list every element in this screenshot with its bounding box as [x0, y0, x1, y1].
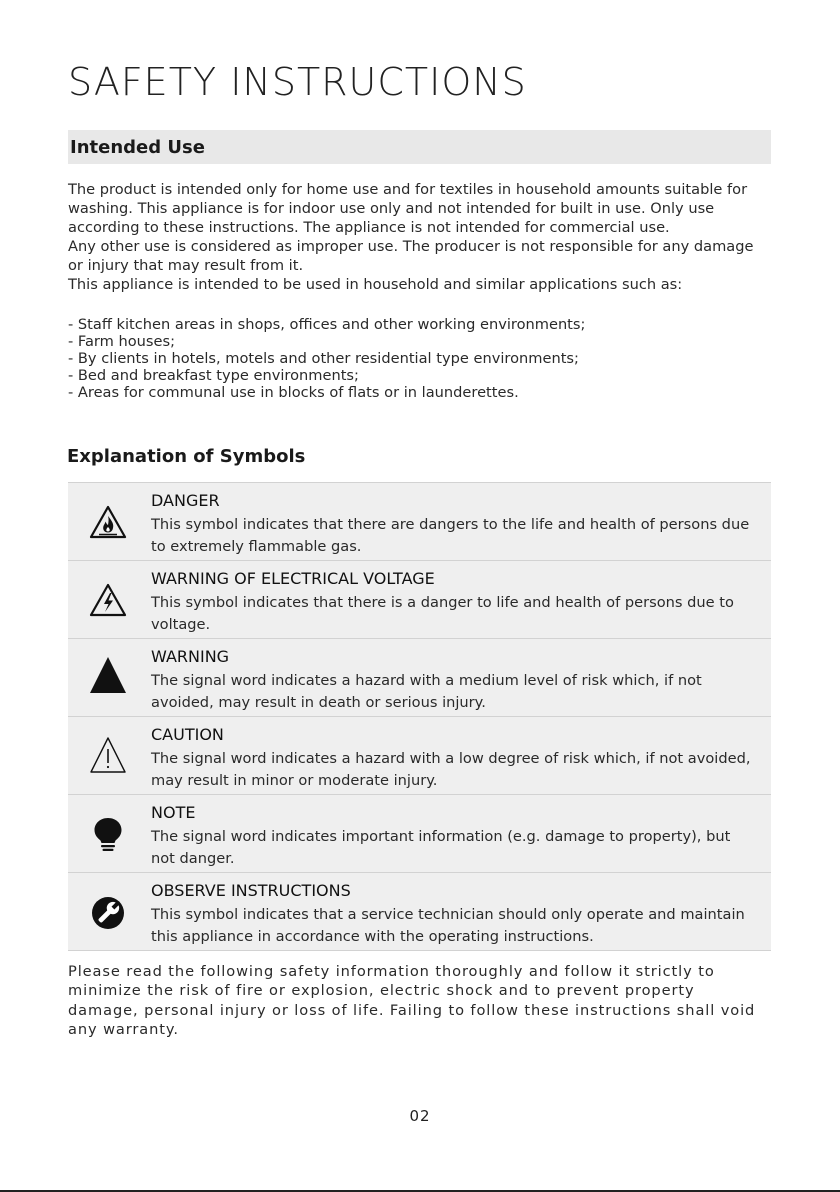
symbol-text	[151, 647, 751, 713]
symbol-row-note	[68, 794, 771, 872]
paragraph: The product is intended only for home use and for textiles in household amounts suitable for washing. This appliance is for indoor use only and not intended for built in use. Only use according to these instructions. The appliance is not intended for commercial use.	[68, 181, 748, 237]
symbol-text	[151, 491, 751, 557]
symbols-table	[68, 482, 771, 951]
symbol-title: OBSERVE INSTRUCTIONS	[151, 881, 351, 900]
symbol-text	[151, 725, 751, 791]
list-item: - Areas for communal use in blocks of flats or in launderettes.	[68, 384, 519, 401]
flammable-warning-icon	[88, 503, 128, 543]
intended-use-header	[68, 130, 771, 164]
intended-use-heading: Intended Use	[70, 137, 205, 158]
paragraph: This appliance is intended to be used in household and similar applications such as:	[68, 276, 683, 294]
applications-list	[68, 316, 768, 401]
symbol-title: WARNING	[151, 647, 230, 666]
paragraph: Any other use is considered as improper use. The producer is not responsible for any damage or injury that may result from it.	[68, 238, 754, 275]
wrench-icon	[88, 893, 128, 933]
lightbulb-icon	[88, 815, 128, 855]
symbol-title: WARNING OF ELECTRICAL VOLTAGE	[151, 569, 435, 588]
symbol-description: This symbol indicates that a service technician should only operate and maintain this appliance in accordance with the operating instructions.	[151, 906, 745, 945]
symbol-title: DANGER	[151, 491, 220, 510]
page-number: 02	[409, 1107, 431, 1125]
intended-use-text	[68, 180, 768, 295]
symbol-text	[151, 803, 751, 869]
symbol-description: The signal word indicates important information (e.g. damage to property), but not danger.	[151, 828, 731, 867]
list-item: - By clients in hotels, motels and other residential type environments;	[68, 350, 579, 367]
symbol-row-warning	[68, 638, 771, 716]
symbol-row-electrical-voltage	[68, 560, 771, 638]
symbol-text	[151, 881, 751, 947]
symbols-heading: Explanation of Symbols	[67, 446, 306, 467]
symbol-row-caution	[68, 716, 771, 794]
closing-paragraph: Please read the following safety information thoroughly and follow it strictly to minimize the risk of fire or explosion, electric shock and to prevent property damage, personal injury or loss of life. Failing to follow these instructions shall void any warranty.	[68, 963, 756, 1038]
page-title: SAFETY INSTRUCTIONS	[68, 60, 527, 104]
caution-triangle-outline-icon	[88, 735, 128, 775]
symbol-description: This symbol indicates that there are dangers to the life and health of persons due to extremely flammable gas.	[151, 516, 750, 555]
symbol-row-danger	[68, 482, 771, 560]
list-item: - Farm houses;	[68, 333, 176, 350]
symbol-description: This symbol indicates that there is a danger to life and health of persons due to voltage.	[151, 594, 734, 633]
list-item: - Staff kitchen areas in shops, offices and other working environments;	[68, 316, 586, 333]
symbol-description: The signal word indicates a hazard with a medium level of risk which, if not avoided, may result in death or serious injury.	[151, 672, 702, 711]
warning-triangle-filled-icon	[88, 655, 128, 695]
symbol-text	[151, 569, 751, 635]
symbol-row-observe-instructions	[68, 872, 771, 951]
symbol-title: CAUTION	[151, 725, 224, 744]
symbol-title: NOTE	[151, 803, 196, 822]
symbol-description: The signal word indicates a hazard with a low degree of risk which, if not avoided, may result in minor or moderate injury.	[151, 750, 751, 789]
electrical-voltage-icon	[88, 581, 128, 621]
list-item: - Bed and breakfast type environments;	[68, 367, 359, 384]
